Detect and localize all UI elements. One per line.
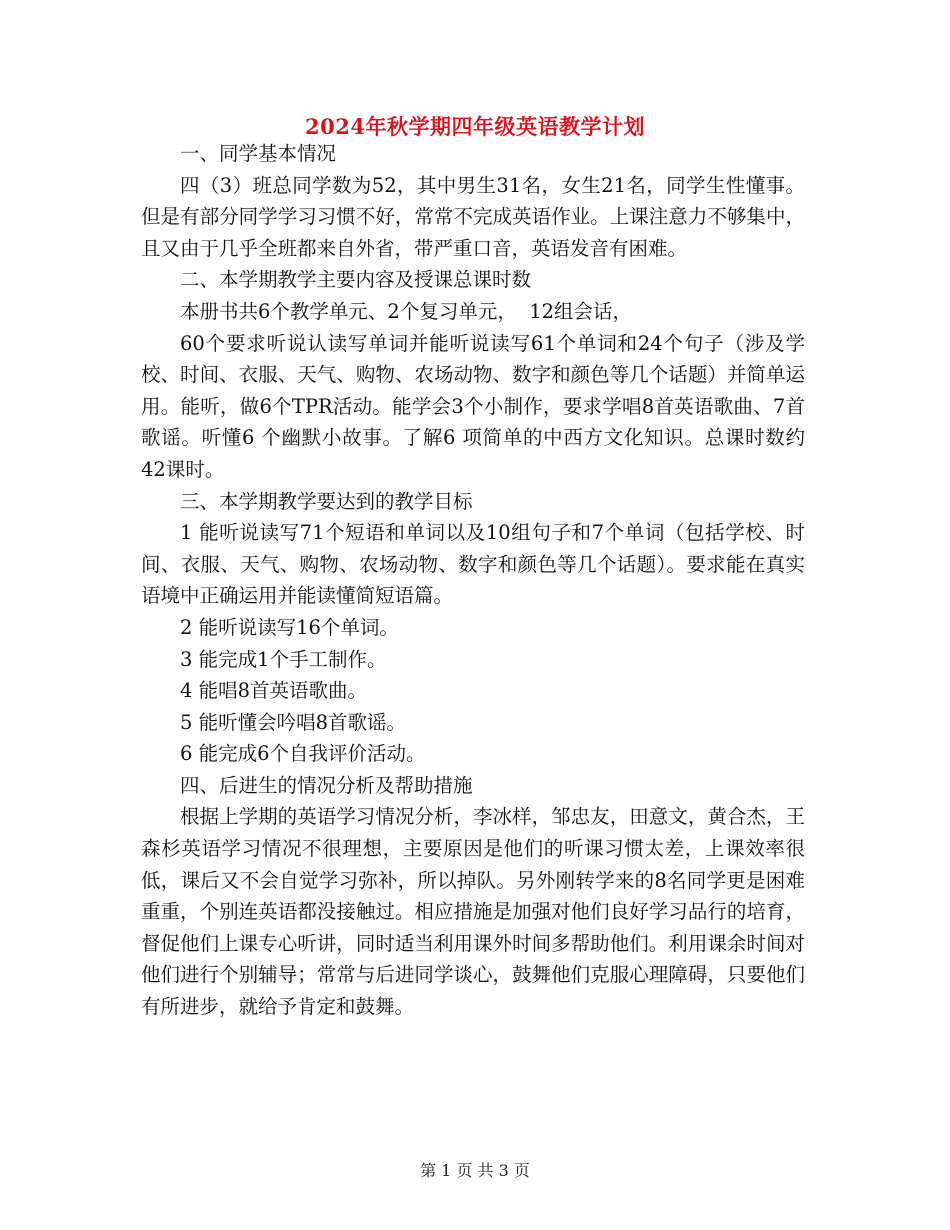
- section-heading-2: 二、本学期教学主要内容及授课总课时数: [180, 268, 532, 292]
- section-heading-1: 一、同学基本情况: [180, 142, 337, 165]
- goal-item-6: 6 能完成6个自我评价活动。: [180, 742, 426, 766]
- goal-item-2: 2 能听说读写16个单词。: [180, 615, 399, 639]
- document-title: 2024年秋学期四年级英语教学计划: [305, 114, 645, 139]
- section-heading-3: 三、本学期教学要达到的教学目标: [180, 489, 473, 513]
- goal-item-4: 4 能唱8首英语歌曲。: [180, 679, 368, 703]
- goal-item-5: 5 能听懂会吟唱8首歌谣。: [180, 710, 407, 734]
- paragraph-struggling-students: 根据上学期的英语学习情况分析，李冰样，邹忠友，田意文，黄合杰，王森杉英语学习情况不很理想，主要原因是他们的听课习惯太差，上课效率很低，课后又不会自觉学习弥补，所以掉队。另外刚转学来的8名同学更是困难重重，个别连英语都没接触过。相应措施是加强对他们良好学习品行的培育，督促他们上课专心听讲，同时适当利用课外时间多帮助他们。利用课余时间对他们进行个别辅导；常常与后进同学谈心，鼓舞他们克服心理障碍，只要他们有所进步，就给予肯定和鼓舞。: [141, 805, 805, 1019]
- goal-item-1: 1 能听说读写71个短语和单词以及10组句子和7个单词（包括学校、时间、衣服、天气、购物、农场动物、数字和颜色等几个话题）。要求能在真实语境中正确运用并能读懂简短语篇。: [141, 521, 805, 608]
- paragraph-teaching-content: 60个要求听说认读写单词并能听说读写61个单词和24个句子（涉及学校、时间、衣服、天气、购物、农场动物、数字和颜色等几个话题）并简单运用。能听，做6个TPR活动。能学会3个小制作，要求学唱8首英语歌曲、7首歌谣。听懂6 个幽默小故事。了解6 项简单的中西方文化知识。总课时数约42课时。: [141, 331, 805, 481]
- paragraph-book-units: 本册书共6个教学单元、2个复习单元， 12组会话，: [180, 299, 633, 323]
- goal-item-3: 3 能完成1个手工制作。: [180, 647, 387, 671]
- document-body: [141, 138, 805, 1023]
- page-footer: 第 1 页 共 3 页: [420, 1161, 530, 1180]
- section-heading-4: 四、后进生的情况分析及帮助措施: [180, 773, 473, 797]
- paragraph-student-situation: 四（3）班总同学数为52，其中男生31名，女生21名，同学生性懂事。但是有部分同学学习习惯不好，常常不完成英语作业。上课注意力不够集中，且又由于几乎全班都来自外省，带严重口音，英语发音有困难。: [141, 173, 805, 260]
